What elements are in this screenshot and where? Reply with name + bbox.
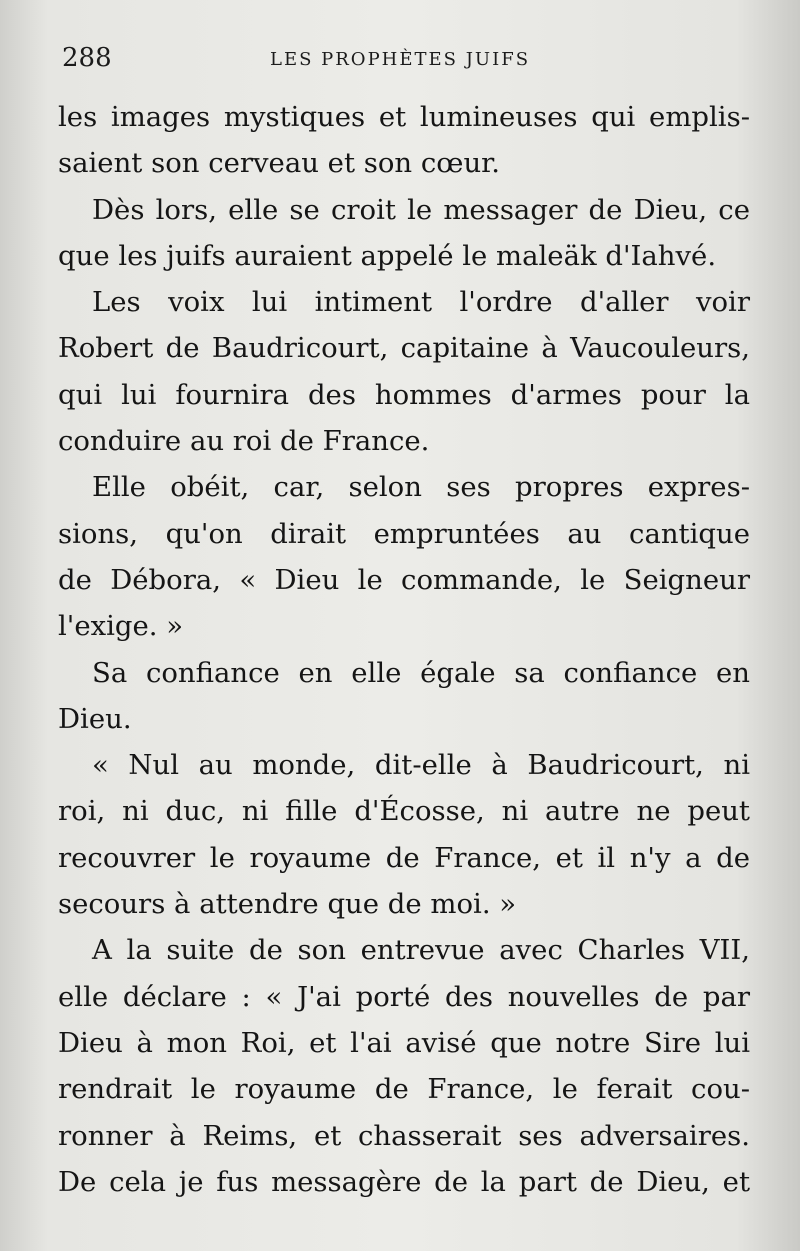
text-line: recouvrer le royaume de France, et il n'y a de (58, 841, 750, 874)
text-line: Dieu à mon Roi, et l'ai avisé que notre Sire lui (58, 1026, 750, 1059)
text-line: secours à attendre que de moi. » (58, 888, 517, 921)
body-text (58, 94, 750, 1205)
text-line: Dieu. (58, 702, 132, 735)
page-header (62, 40, 762, 80)
text-line: A la suite de son entrevue avec Charles VII, (92, 934, 750, 967)
text-line: de Débora, « Dieu le commande, le Seigneur (58, 563, 750, 596)
text-line: les images mystiques et lumineuses qui emplis- (58, 101, 750, 133)
text-line: ronner à Reims, et chasserait ses adversaires. (58, 1119, 750, 1152)
text-line: roi, ni duc, ni fille d'Écosse, ni autre ne peut (58, 795, 750, 828)
text-line: sions, qu'on dirait empruntées au cantique (58, 517, 750, 550)
text-line: conduire au roi de France. (58, 425, 430, 458)
text-line: qui lui fournira des hommes d'armes pour la (58, 378, 750, 411)
text-line: Sa confiance en elle égale sa confiance en (92, 656, 750, 689)
text-line: Les voix lui intiment l'ordre d'aller voir (92, 286, 750, 319)
text-line: Dès lors, elle se croit le messager de Dieu, ce (92, 193, 750, 226)
text-line: De cela je fus messagère de la part de Dieu, et (58, 1165, 750, 1198)
text-line: rendrait le royaume de France, le ferait cou- (58, 1073, 750, 1106)
text-line: saient son cerveau et son cœur. (58, 147, 501, 180)
text-line: l'exige. » (58, 610, 184, 643)
text-line: elle déclare : « J'ai porté des nouvelles de par (58, 980, 750, 1013)
page-number: 288 (62, 43, 112, 73)
text-line: « Nul au monde, dit-elle à Baudricourt, ni (92, 749, 750, 782)
text-line: que les juifs auraient appelé le maleäk d'Iahvé. (58, 239, 717, 272)
text-line: Robert de Baudricourt, capitaine à Vaucouleurs, (58, 332, 750, 365)
text-line: Elle obéit, car, selon ses propres expres- (92, 471, 750, 504)
running-title: LES PROPHÈTES JUIFS (270, 49, 531, 70)
